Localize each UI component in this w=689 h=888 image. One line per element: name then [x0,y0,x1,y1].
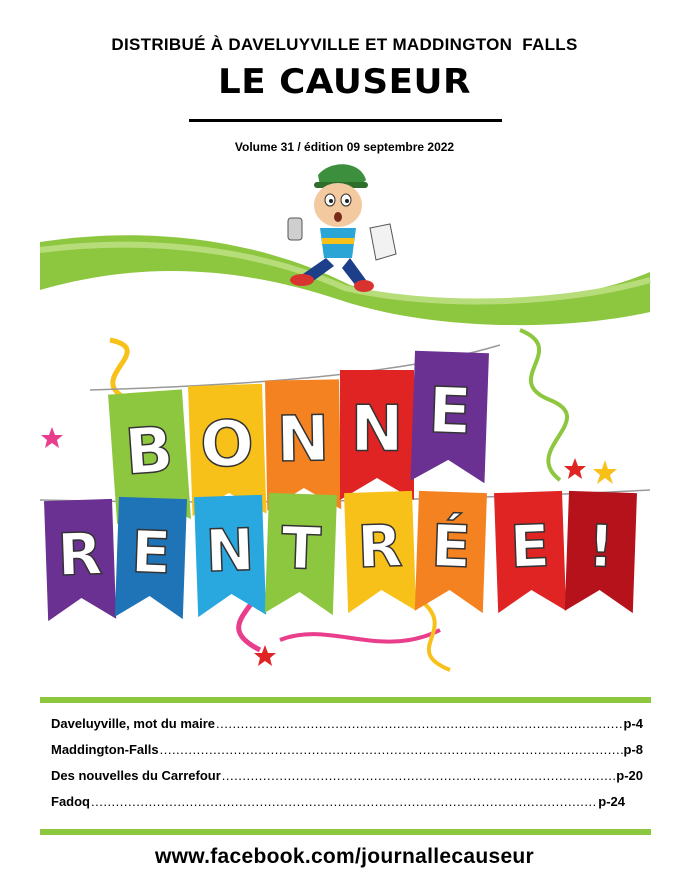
toc-leader [216,716,622,731]
banner-letter: E [508,511,551,582]
cover-illustration [0,160,689,690]
banner-flag [344,491,416,613]
banner-letter: ! [586,511,616,581]
banner-flag [115,497,187,619]
toc-row[interactable] [51,742,643,768]
toc-label: Des nouvelles du Carrefour [51,768,221,783]
toc-row[interactable] [51,716,643,742]
toc-label: Daveluyville, mot du maire [51,716,216,731]
banner-letter: É [430,511,473,582]
toc-label: Maddington-Falls [51,742,159,757]
toc-bottom-bar [40,829,651,835]
banner-letter: N [276,402,331,477]
toc-label: Fadoq [51,794,90,809]
banner-flag [494,491,566,613]
banner-letter: B [122,412,176,490]
toc-page: p-8 [623,742,643,757]
title-underline [189,119,502,122]
banner-letter: R [356,511,404,582]
toc-page: p-24 [598,794,625,809]
table-of-contents [51,716,643,820]
toc-leader [160,742,623,757]
banner-flag [44,499,116,621]
toc-page: p-20 [616,768,643,783]
banner-letter: E [427,373,473,449]
banner-row-rentree [44,491,637,621]
banner-flag [265,493,337,615]
toc-top-bar [40,697,651,703]
banner-flag [194,495,266,617]
banner-flag [340,370,414,500]
distribution-line: DISTRIBUÉ À DAVELUYVILLE ET MADDINGTON FALLS [111,35,578,54]
volume-edition: Volume 31 / édition 09 septembre 2022 [234,140,455,154]
toc-leader [91,794,597,809]
toc-row[interactable] [51,794,643,820]
toc-page: p-4 [623,716,643,731]
banner-letter: E [130,517,173,588]
toc-row[interactable] [51,768,643,794]
banner-letter: R [56,519,104,590]
banner-flag [265,379,341,510]
banner-letter: T [280,513,323,584]
newspaper-title: LE CAUSEUR [217,62,472,102]
banner-letter: O [199,406,256,482]
banner-flag [565,491,637,613]
facebook-url[interactable]: www.facebook.com/journallecauseur [154,845,535,868]
banner-flag [415,491,487,613]
toc-leader [222,768,615,783]
banner-letter: N [204,515,256,586]
banner-letter: N [350,392,404,466]
banner-flag [410,351,488,484]
